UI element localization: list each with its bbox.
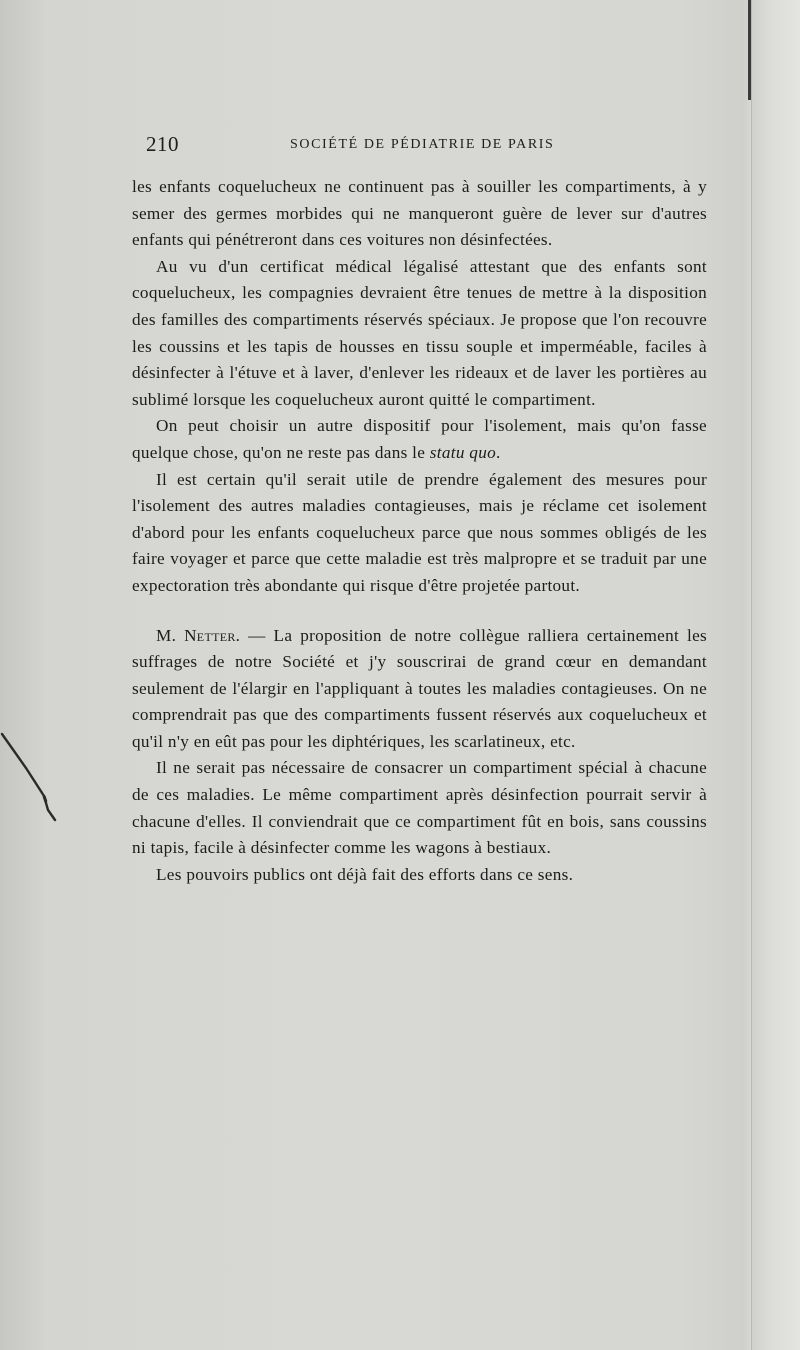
page-header	[146, 132, 706, 162]
binding-mark	[748, 0, 751, 100]
paragraph-1: les enfants coquelucheux ne continuent pas à souiller les compartiments, à y semer des germes morbides qui ne manqueront guère de lever sur d'autres enfants qui pénétreront dans ces voitures non désinfectées.	[132, 177, 707, 250]
paragraph-3-end: .	[496, 442, 501, 462]
latin-phrase: statu quo	[429, 442, 496, 462]
paragraph-4: Il est certain qu'il serait utile de prendre également des mesures pour l'isolement des autres maladies contagieuses, mais je réclame cet isolement d'abord pour les enfants coquelucheux parce que nous sommes obligés de les faire voyager et parce que cette maladie est très malpropre et se traduit par une expectoration très abondante qui risque d'être projetée partout.	[132, 469, 707, 595]
paragraph-5-text: — La proposition de notre collègue ralliera certainement les suffrages de notre Société et j'y souscrirai de grand cœur en demandant seulement de l'élargir en l'appliquant à toutes les maladies contagieuses. On ne comprendrait pas que des compartiments fussent réservés aux coquelucheux et qu'il n'y en eût pas pour les diphtériques, les scarlatineux, etc.	[132, 625, 707, 751]
running-title: SOCIÉTÉ DE PÉDIATRIE DE PARIS	[290, 137, 555, 152]
page-edge	[751, 0, 800, 1350]
speaker-name: M. Netter.	[156, 625, 241, 645]
margin-pencil-mark	[0, 730, 60, 840]
paragraph-5	[132, 623, 707, 756]
paragraph-3	[132, 413, 707, 466]
page-number: 210	[146, 132, 179, 156]
paragraph-2: Au vu d'un certificat médical légalisé attestant que des enfants sont coquelucheux, les compagnies devraient être tenues de mettre à la disposition des familles des compartiments réservés spéciaux. Je propose que l'on recouvre les coussins et les tapis de housses en tissu souple et imperméable, faciles à désinfecter à l'étuve et à laver, d'enlever les rideaux et de laver les portières au sublimé lorsque les coquelucheux auront quitté le compartiment.	[132, 256, 707, 409]
paragraph-6: Il ne serait pas nécessaire de consacrer un compartiment spécial à chacune de ces maladies. Le même compartiment après désinfection pourrait servir à chacune d'elles. Il conviendrait que ce compartiment fût en bois, sans coussins ni tapis, facile à désinfecter comme les wagons à bestiaux.	[132, 758, 707, 858]
paragraph-3-text: On peut choisir un autre dispositif pour l'isolement, mais qu'on fasse quelque chose, qu'on ne reste pas dans le	[132, 416, 707, 462]
paragraph-7: Les pouvoirs publics ont déjà fait des efforts dans ce sens.	[156, 864, 574, 884]
body-text	[132, 174, 707, 888]
